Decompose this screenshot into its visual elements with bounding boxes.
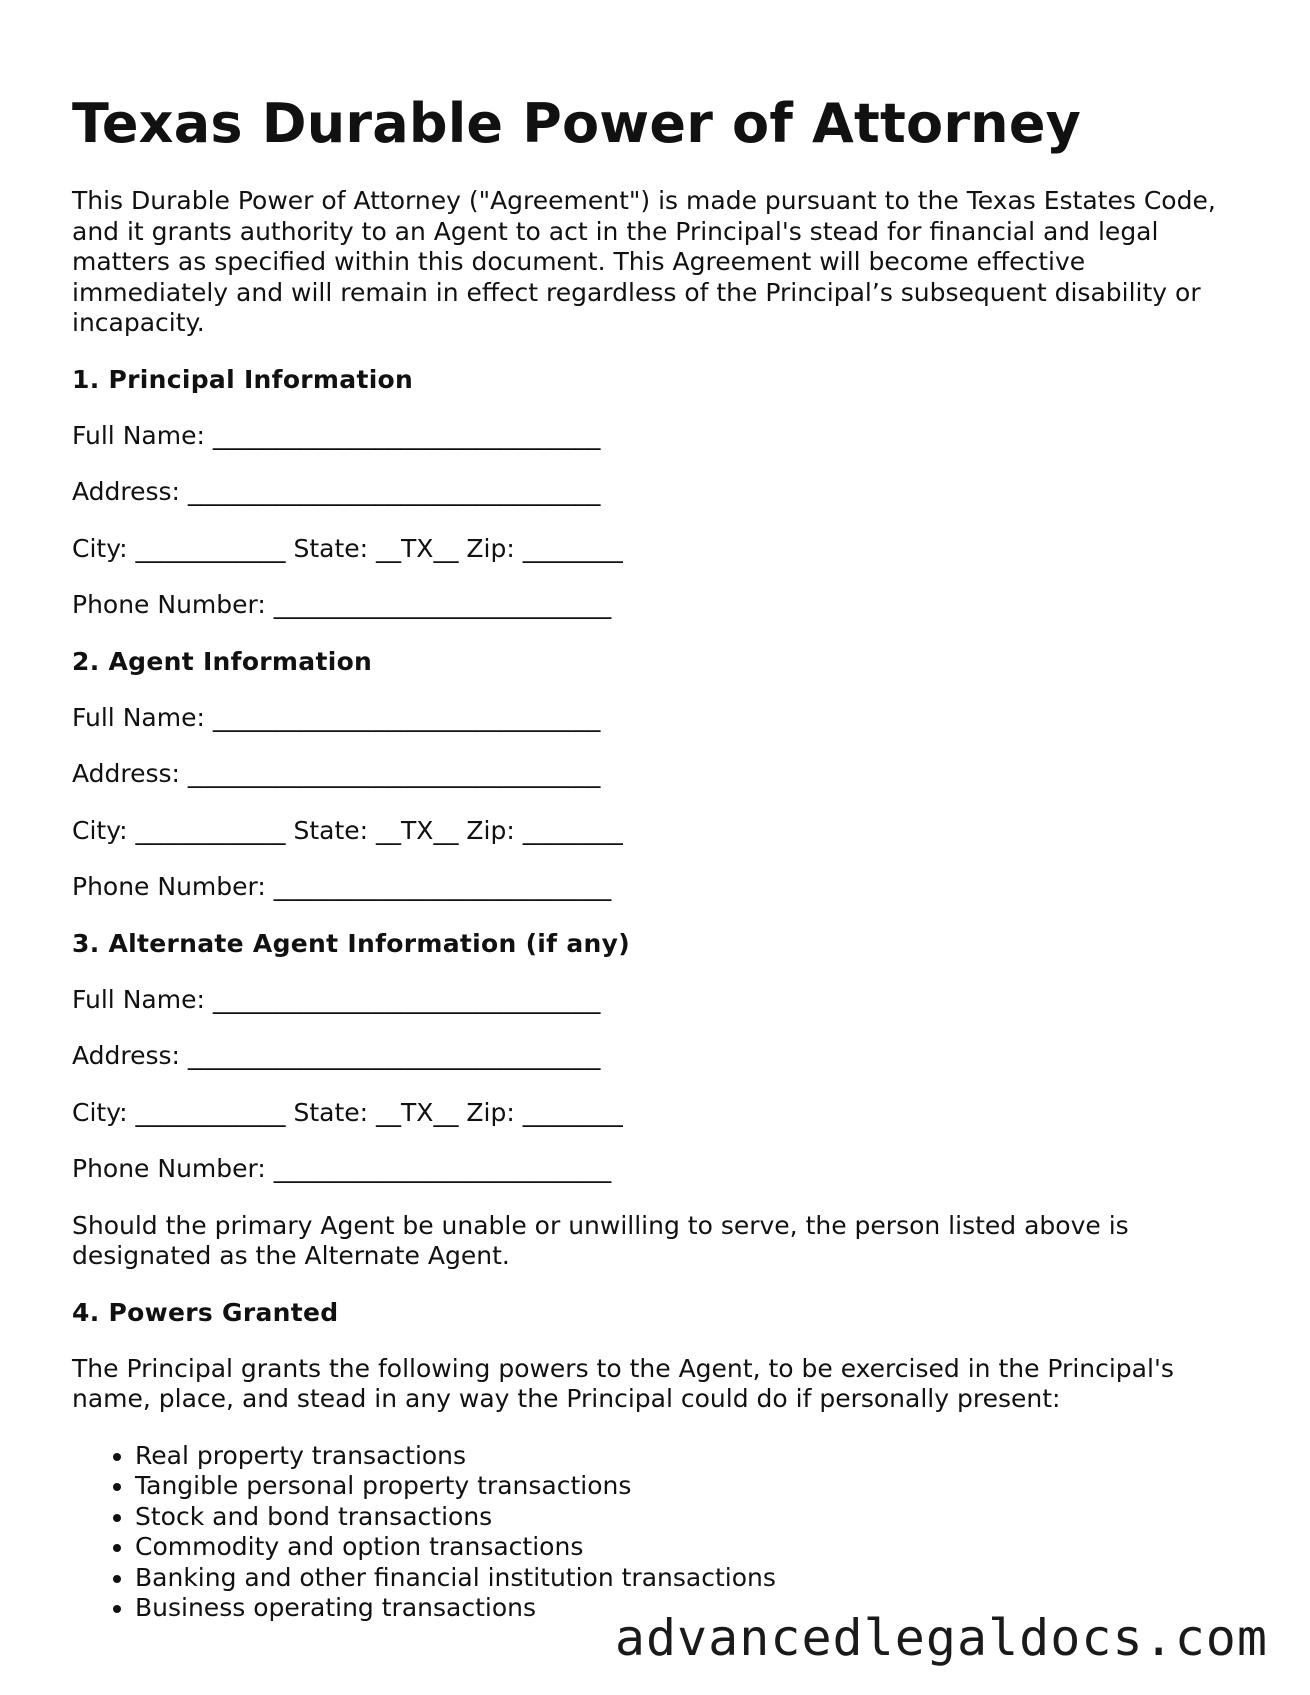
- list-item: • Tangible personal property transactions: [135, 1471, 1242, 1502]
- principal-section: [72, 365, 1242, 621]
- principal-city-state-zip-field[interactable]: City: ____________ State: __TX__ Zip: ________: [72, 533, 623, 563]
- agent-address-field[interactable]: Address: _________________________________: [72, 759, 601, 788]
- principal-phone-field[interactable]: Phone Number: ___________________________: [72, 590, 612, 619]
- agent-full-name-field[interactable]: Full Name: _______________________________: [72, 702, 601, 732]
- alternate-agent-section: [72, 929, 1242, 1272]
- list-item: • Stock and bond transactions: [135, 1502, 1242, 1533]
- intro-paragraph: This Durable Power of Attorney ("Agreement") is made pursuant to the Texas Estates Code, and it grants authority to an Agent to act in the Principal's stead for financial and legal matters as specified within this document. This Agreement will become effective immediately and will remain in effect regardless of the Principal’s subsequent disability or incapacity.: [72, 186, 1216, 337]
- list-item: • Banking and other financial institution transactions: [135, 1563, 1242, 1594]
- powers-heading: 4. Powers Granted: [72, 1297, 339, 1327]
- agent-heading: 2. Agent Information: [72, 646, 373, 676]
- alternate-phone-field[interactable]: Phone Number: ___________________________: [72, 1154, 612, 1183]
- alternate-city-state-zip-field[interactable]: City: ____________ State: __TX__ Zip: ________: [72, 1097, 623, 1127]
- powers-intro: The Principal grants the following powers to the Agent, to be exercised in the Principal's name, place, and stead in any way the Principal could do if personally present:: [72, 1353, 1174, 1413]
- agent-city-state-zip-field[interactable]: City: ____________ State: __TX__ Zip: ________: [72, 815, 623, 845]
- alternate-address-field[interactable]: Address: _________________________________: [72, 1041, 601, 1070]
- page-title: Texas Durable Power of Attorney: [72, 92, 1082, 155]
- watermark: advancedlegaldocs.com: [614, 1609, 1268, 1667]
- powers-list: [72, 1441, 1242, 1624]
- principal-full-name-field[interactable]: Full Name: _______________________________: [72, 420, 601, 450]
- list-item: • Commodity and option transactions: [135, 1532, 1242, 1563]
- alternate-agent-note: Should the primary Agent be unable or unwilling to serve, the person listed above is designated as the Alternate Agent.: [72, 1210, 1129, 1270]
- principal-address-field[interactable]: Address: _________________________________: [72, 477, 601, 506]
- alternate-full-name-field[interactable]: Full Name: _______________________________: [72, 984, 601, 1014]
- alternate-agent-heading: 3. Alternate Agent Information (if any): [72, 928, 630, 958]
- document-page: [72, 0, 1242, 1624]
- principal-heading: 1. Principal Information: [72, 364, 414, 394]
- list-item: • Real property transactions: [135, 1441, 1242, 1472]
- agent-section: [72, 647, 1242, 903]
- agent-phone-field[interactable]: Phone Number: ___________________________: [72, 872, 612, 901]
- powers-section: [72, 1298, 1242, 1624]
- list-item: • Business operating transactions: [135, 1593, 1242, 1624]
